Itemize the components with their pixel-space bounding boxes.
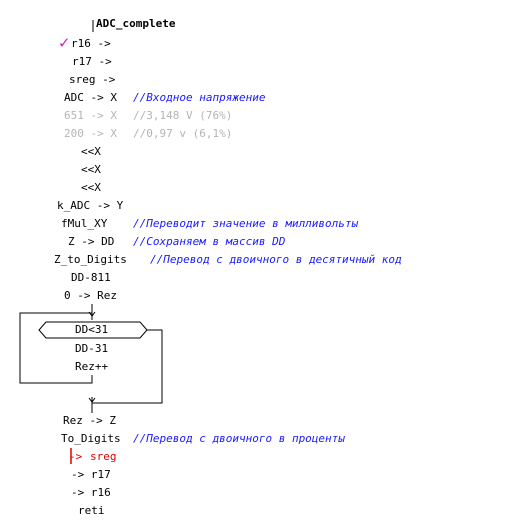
breakpoint-arrow-glyph: ->: [69, 450, 83, 463]
routine-title: ADC_complete: [96, 17, 176, 30]
code-line-zero-rez[interactable]: 0 -> Rez: [64, 289, 117, 302]
code-line-z-dd[interactable]: Z -> DD: [68, 235, 115, 248]
code-line-reti[interactable]: reti: [78, 504, 105, 517]
code-line-rez-z[interactable]: Rez -> Z: [63, 414, 116, 427]
comment-fmul: //Переводит значение в милливольты: [133, 217, 359, 230]
code-line-disabled-200[interactable]: 200 -> X: [64, 127, 117, 140]
code-line-r16-pop[interactable]: -> r16: [71, 486, 111, 499]
code-line-r16-push[interactable]: r16 ->: [71, 37, 111, 50]
comment-adc: //Входное напряжение: [133, 91, 266, 104]
comment-z-dd: //Сохраняем в массив DD: [133, 235, 286, 248]
code-line-to-digits[interactable]: To_Digits: [61, 432, 121, 445]
code-line-adc-to-x[interactable]: ADC -> X: [64, 91, 117, 104]
comment-z-to-digits: //Перевод с двоичного в десятичный код: [150, 253, 402, 266]
code-line-sreg-push[interactable]: sreg ->: [69, 73, 116, 86]
checkmark-icon: ✓: [59, 33, 70, 53]
comment-to-digits: //Перевод с двоичного в проценты: [133, 432, 345, 445]
code-line-r17-push[interactable]: r17 ->: [72, 55, 112, 68]
comment-disabled-651: //3,148 V (76%): [133, 109, 233, 122]
code-line-r17-pop[interactable]: -> r17: [71, 468, 111, 481]
code-line-shift-3[interactable]: <<X: [81, 181, 101, 194]
code-line-shift-1[interactable]: <<X: [81, 145, 101, 158]
code-line-dd-811[interactable]: DD-811: [71, 271, 111, 284]
code-line-rez-inc[interactable]: Rez++: [75, 360, 109, 373]
code-line-k-adc[interactable]: k_ADC -> Y: [57, 199, 124, 212]
code-line-fmul[interactable]: fMul_XY: [61, 217, 108, 230]
code-line-disabled-651[interactable]: 651 -> X: [64, 109, 117, 122]
code-line-dd-31[interactable]: DD-31: [75, 342, 109, 355]
code-line-sreg-pop[interactable]: sreg: [90, 450, 117, 463]
comment-disabled-200: //0,97 v (6,1%): [133, 127, 233, 140]
loop-condition-label[interactable]: DD<31: [75, 323, 109, 336]
code-line-shift-2[interactable]: <<X: [81, 163, 101, 176]
code-line-z-to-digits[interactable]: Z_to_Digits: [54, 253, 127, 266]
